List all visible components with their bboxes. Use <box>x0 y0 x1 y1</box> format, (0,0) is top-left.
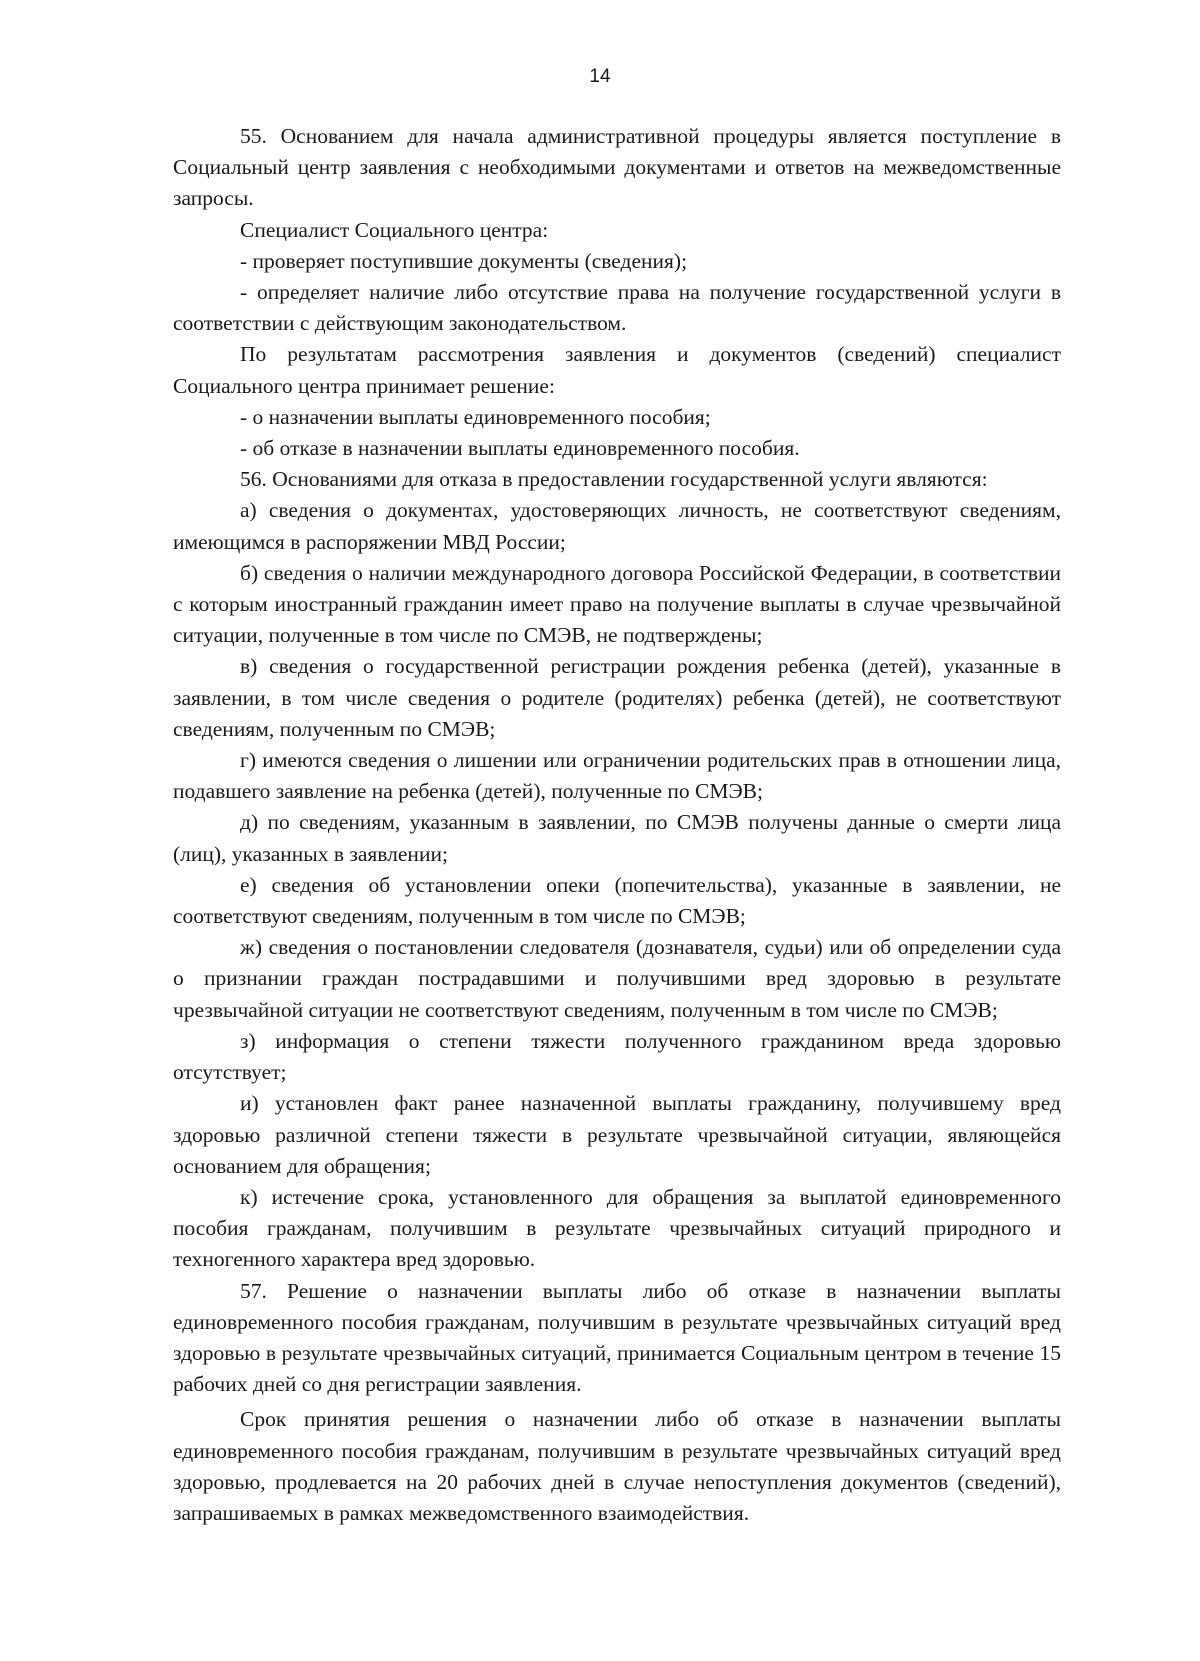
list-item-g: г) имеются сведения о лишении или ограничении родительских прав в отношении лица, подавшего заявление на ребенка (детей), полученные по СМЭВ; <box>173 748 1061 804</box>
list-item-b: б) сведения о наличии международного договора Российской Федерации, в соответствии с которым иностранный гражданин имеет право на получение выплаты в случае чрезвычайной ситуации, полученные в том числе по СМЭВ, не подтверждены; <box>173 560 1061 648</box>
list-item-determines-right: - определяет наличие либо отсутствие права на получение государственной услуги в соответствии с действующим законодательством. <box>173 280 1061 336</box>
paragraph-55: 55. Основанием для начала административной процедуры является поступление в Социальный центр заявления с необходимыми документами и ответов на межведомственные запросы. <box>173 124 1061 211</box>
paragraph-decision-term-extension: Срок принятия решения о назначении либо об отказе в назначении выплаты единовременного пособия гражданам, получившим в результате чрезвычайных ситуаций вред здоровью, продлевается на 20 рабочих дней в случае непоступления документов (сведений), запрашиваемых в рамках межведомственного взаимодействия. <box>173 1407 1061 1525</box>
list-item-a: а) сведения о документах, удостоверяющих личность, не соответствуют сведениям, имеющимся в распоряжении МВД России; <box>173 498 1061 554</box>
list-item-i: и) установлен факт ранее назначенной выплаты гражданину, получившему вред здоровью различной степени тяжести в результате чрезвычайной ситуации, являющейся основанием для обращения; <box>173 1091 1061 1178</box>
paragraph-56: 56. Основаниями для отказа в предоставлении государственной услуги являются: <box>240 467 988 492</box>
page-number: 14 <box>589 66 611 87</box>
paragraph-specialist-intro: Специалист Социального центра: <box>240 217 549 242</box>
document-body <box>173 121 1061 1529</box>
list-item-v: в) сведения о государственной регистрации рождения ребенка (детей), указанные в заявлении, в том числе сведения о родителе (родителях) ребенка (детей), не соответствуют сведениям, полученным по СМЭВ; <box>173 654 1061 741</box>
list-item-d: д) по сведениям, указанным в заявлении, по СМЭВ получены данные о смерти лица (лиц), указанных в заявлении; <box>173 810 1061 866</box>
list-item-grant-payment: - о назначении выплаты единовременного пособия; <box>240 404 711 429</box>
list-item-refuse-payment: - об отказе в назначении выплаты единовременного пособия. <box>240 436 800 461</box>
paragraph-review-results: По результатам рассмотрения заявления и документов (сведений) специалист Социального центра принимает решение: <box>173 342 1061 398</box>
list-item-z: з) информация о степени тяжести полученного гражданином вреда здоровью отсутствует; <box>173 1028 1061 1085</box>
list-item-checks-documents: - проверяет поступившие документы (сведения); <box>240 248 688 273</box>
paragraph-57: 57. Решение о назначении выплаты либо об отказе в назначении выплаты единовременного пособия гражданам, получившим в результате чрезвычайных ситуаций вред здоровью в результате чрезвычайных ситуаций, принимается Социальным центром в течение 15 рабочих дней со дня регистрации заявления. <box>173 1278 1061 1397</box>
list-item-k: к) истечение срока, установленного для обращения за выплатой единовременного пособия гражданам, получившим в результате чрезвычайных ситуаций природного и техногенного характера вред здоровью. <box>173 1184 1061 1272</box>
list-item-zh: ж) сведения о постановлении следователя (дознавателя, судьи) или об определении суда о признании граждан пострадавшими и получившими вред здоровью в результате чрезвычайной ситуации не соответствуют сведениям, полученным в том числе по СМЭВ; <box>173 935 1061 1022</box>
list-item-e: е) сведения об установлении опеки (попечительства), указанные в заявлении, не соответствуют сведениям, полученным в том числе по СМЭВ; <box>173 872 1061 929</box>
